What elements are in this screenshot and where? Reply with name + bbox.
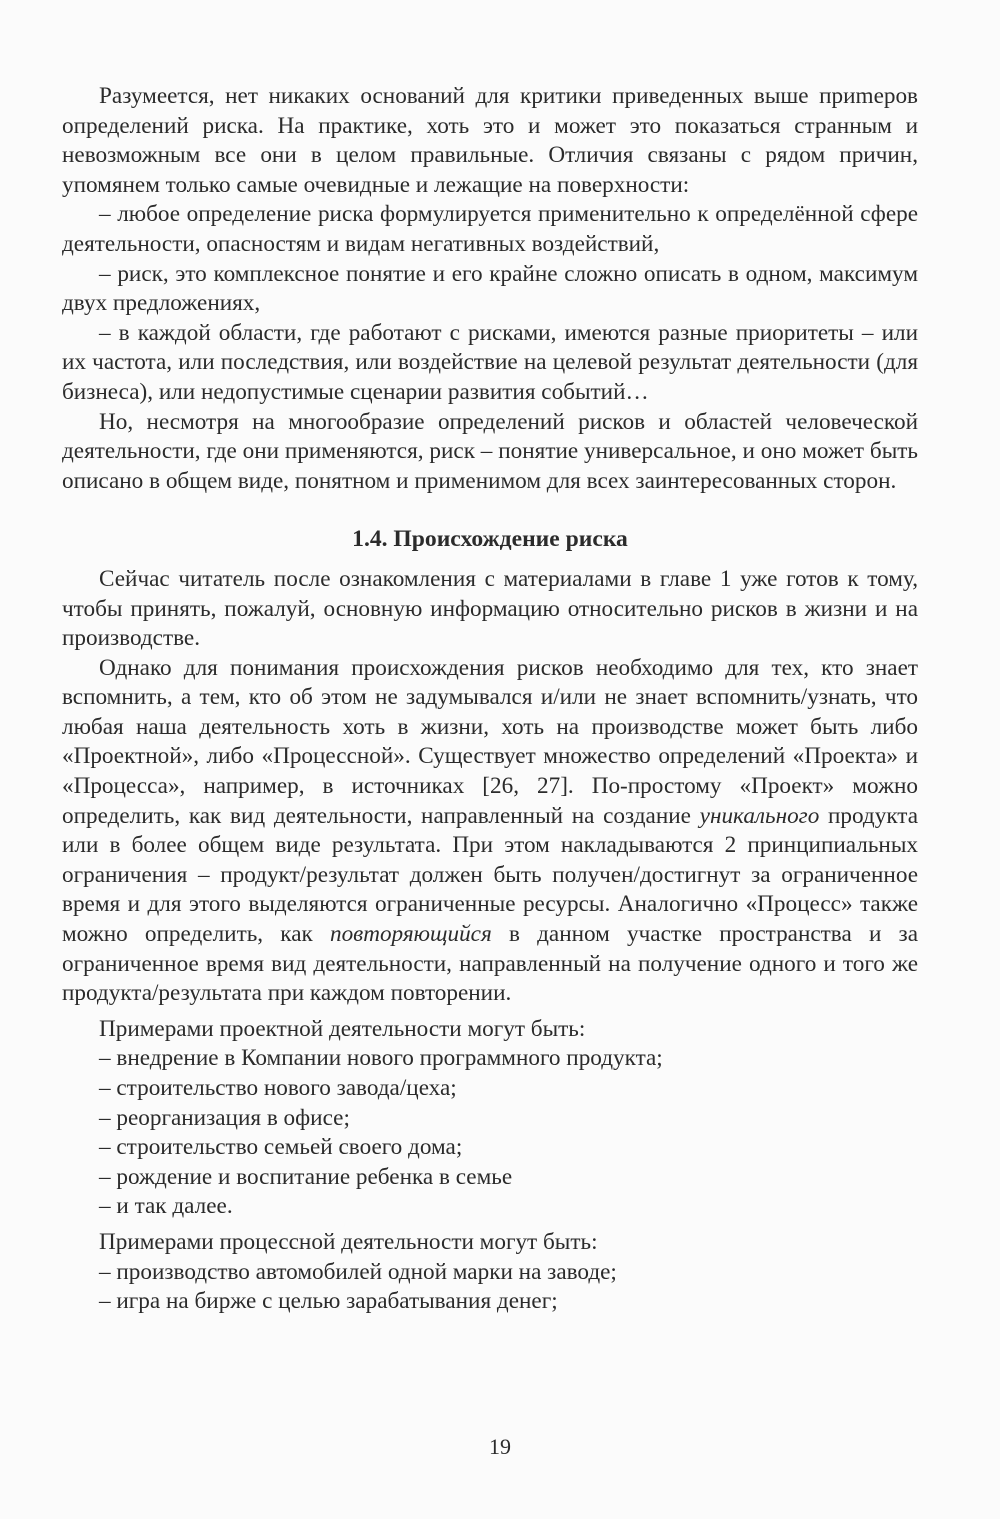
project-example-item: – строительство семьей своего дома;: [99, 1134, 463, 1161]
list-item-priorities: – в каждой области, где работают с рисками, имеются разные приоритеты – или их частота, или последствия, или воздействие на целевой результат деятельности (для бизнеса), или недопустимые сценарии развития событий…: [62, 319, 918, 405]
project-example-item: – и так далее.: [99, 1193, 233, 1220]
section-heading: 1.4. Происхождение риска: [352, 526, 628, 553]
paragraph-text-part2: продукта или в более общем виде результата. При этом накладываются 2 принципиальных ограничения – продукт/результат должен быть получен/достигнут за ограниченное время и для этого выделяются ограниченные ресурсы. Аналогично «Процесс» также можно определить, как: [62, 802, 918, 948]
list-item-sphere: – любое определение риска формулируется применительно к определённой сфере деятельности, опасностям и видам негативных воздействий,: [62, 201, 918, 257]
project-example-item: – внедрение в Компании нового программного продукта;: [99, 1045, 663, 1072]
italic-repeating: повторяющийся: [329, 921, 492, 948]
project-example-item: – строительство нового завода/цеха;: [99, 1075, 457, 1101]
project-example-item: – реорганизация в офисе;: [99, 1104, 350, 1131]
paragraph-universal-risk: Но, несмотря на многообразие определений рисков и областей человеческой деятельности, где они применяются, риск – понятие универсальное, и оно может быть описано в общем виде, понятном и применимом для всех заинтересованных сторон.: [62, 408, 918, 494]
paragraph-project-process: [62, 654, 918, 1009]
paragraph-text-part1: Однако для понимания происхождения рисков необходимо для тех, кто знает вспомнить, а тем, кто об этом не задумывался и/или не знает вспомнить/узнать, что любая наша деятельность хоть в жизни, хоть на производстве может быть либо «Проектной», либо «Процессной». Существует множество определений «Проекта» и «Процесса», например, в источниках [26, 27]. По-простому «Проект» можно определить, как вид деятельности, направленный на создание: [62, 654, 918, 829]
italic-unique: уникального: [699, 802, 820, 829]
paragraph-text-part3: в данном участке пространства и за ограниченное время вид деятельности, направленный на получение одного и того же продукта/результата при каждом повторении.: [62, 921, 919, 1007]
page-number: 19: [489, 1434, 511, 1459]
paragraph-readiness: Сейчас читатель после ознакомления с материалами в главе 1 уже готов к тому, чтобы принять, пожалуй, основную информацию относительно рисков в жизни и на производстве.: [62, 565, 918, 652]
project-examples-intro: Примерами проектной деятельности могут быть:: [99, 1015, 586, 1042]
paragraph-criticism: Разумеется, нет никаких оснований для критики приведенных выше приmеров определений риска. На практике, хоть это и может это показаться странным и невозможным все они в целом правильные. Отличия связаны с рядом причин, упомянем только самые очевидные и лежащие на поверхности:: [62, 83, 918, 198]
process-examples-intro: Примерами процессной деятельности могут быть:: [99, 1228, 598, 1255]
process-example-item: – игра на бирже с целью зарабатывания денег;: [99, 1288, 558, 1315]
process-example-item: – производство автомобилей одной марки на заводе;: [99, 1258, 617, 1285]
page-body: [62, 82, 918, 1317]
project-example-item: – рождение и воспитание ребенка в семье: [99, 1163, 513, 1190]
list-item-complex-concept: – риск, это комплексное понятие и его крайне сложно описать в одном, максимум двух предложениях,: [62, 260, 918, 317]
